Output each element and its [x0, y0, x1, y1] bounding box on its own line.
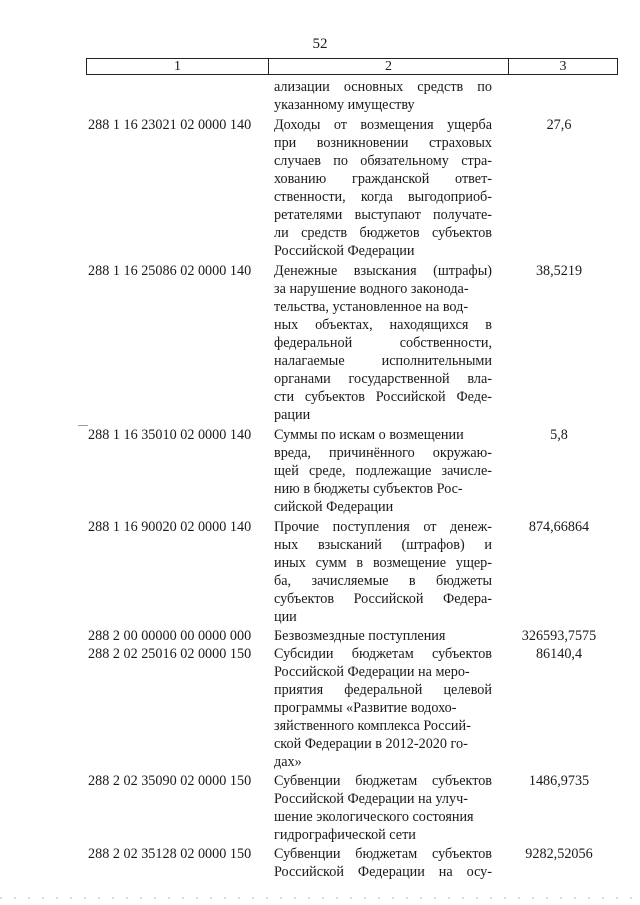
- description-line: иных сумм в возмещение ущер-: [274, 555, 492, 571]
- description-line: шение экологического состояния: [274, 809, 474, 825]
- row-description: [274, 518, 492, 626]
- description-line: органами государственной вла-: [274, 371, 492, 387]
- column-header-code: 1: [87, 59, 269, 74]
- row-description: [274, 645, 492, 771]
- row-code: 288 1 16 90020 02 0000 140: [88, 519, 252, 535]
- table-body: [0, 78, 640, 881]
- description-line: Российской Федерации на улуч-: [274, 791, 468, 807]
- row-description: [274, 262, 492, 424]
- description-line: указанному имуществу: [274, 97, 415, 113]
- row-code: 288 2 02 25016 02 0000 150: [88, 646, 252, 662]
- row-amount: 326593,7575: [521, 628, 597, 644]
- description-line: Субвенции бюджетам субъектов: [274, 846, 492, 862]
- table-row-continuation: [0, 78, 640, 114]
- table-row: [0, 645, 640, 771]
- table-row: [0, 426, 640, 516]
- description-line: Прочие поступления от денеж-: [274, 519, 492, 535]
- description-line: ственности, когда выгодоприоб-: [274, 189, 492, 205]
- description-line: ба, зачисляемые в бюджеты: [274, 573, 492, 589]
- description-line: налагаемые исполнительными: [274, 353, 492, 369]
- table-row: [0, 116, 640, 260]
- row-code: 288 2 00 00000 00 0000 000: [88, 628, 252, 644]
- description-line: Доходы от возмещения ущерба: [274, 117, 492, 133]
- description-line: дах»: [274, 754, 302, 770]
- row-code: 288 1 16 25086 02 0000 140: [88, 263, 252, 279]
- description-line: Безвозмездные поступления: [274, 628, 446, 644]
- description-line: ных объектах, находящихся в: [274, 317, 492, 333]
- description-line: сийской Федерации: [274, 499, 394, 515]
- description-line: Российской Федерации: [274, 243, 415, 259]
- row-amount: 1486,9735: [528, 773, 590, 789]
- description-line: ных взысканий (штрафов) и: [274, 537, 492, 553]
- table-row: [0, 845, 640, 881]
- description-line: рации: [274, 407, 311, 423]
- row-amount: 874,66864: [528, 519, 590, 535]
- description-line: субъектов Российской Федера-: [274, 591, 492, 607]
- row-code: 288 2 02 35128 02 0000 150: [88, 846, 252, 862]
- description-line: Российской Федерации на осу-: [274, 864, 492, 880]
- description-line: Денежные взыскания (штрафы): [274, 263, 492, 279]
- row-amount: 86140,4: [535, 646, 583, 662]
- description-line: ли средств бюджетов субъектов: [274, 225, 492, 241]
- description-line: ретателями выступают получате-: [274, 207, 492, 223]
- row-amount: 9282,52056: [525, 846, 593, 862]
- row-code: 288 1 16 35010 02 0000 140: [88, 427, 252, 443]
- scan-noise: [0, 897, 640, 899]
- scan-mark: [78, 425, 88, 426]
- description-line: хованию гражданской ответ-: [274, 171, 492, 187]
- row-description: [274, 426, 492, 516]
- page-number: 52: [312, 36, 328, 52]
- row-amount: 38,5219: [535, 263, 583, 279]
- description-line: нию в бюджеты субъектов Рос-: [274, 481, 463, 497]
- description-line: тельства, установленное на вод-: [274, 299, 469, 315]
- description-line: гидрографической сети: [274, 827, 416, 843]
- row-description: [274, 627, 492, 645]
- row-code: 288 1 16 23021 02 0000 140: [88, 117, 252, 133]
- description-line: приятия федеральной целевой: [274, 682, 492, 698]
- description-line: ализации основных средств по: [274, 79, 492, 95]
- row-description: [274, 116, 492, 260]
- description-line: ции: [274, 609, 297, 625]
- row-amount: 5,8: [550, 427, 568, 443]
- column-header-amount: 3: [559, 59, 567, 74]
- description-line: программы «Развитие водохо-: [274, 700, 457, 716]
- table-row: [0, 627, 640, 645]
- table-header: [86, 58, 618, 75]
- description-line: зяйственного комплекса Россий-: [274, 718, 471, 734]
- description-line: Субвенции бюджетам субъектов: [274, 773, 492, 789]
- description-line: Российской Федерации на меро-: [274, 664, 470, 680]
- description-line: ской Федерации в 2012-2020 го-: [274, 736, 468, 752]
- description-line: Субсидии бюджетам субъектов: [274, 646, 492, 662]
- description-line: Суммы по искам о возмещении: [274, 427, 464, 443]
- column-header-description: 2: [269, 59, 509, 74]
- table-row: [0, 518, 640, 626]
- row-description: [274, 772, 492, 844]
- table-row: [0, 262, 640, 424]
- row-description: [274, 78, 492, 114]
- description-line: при возникновении страховых: [274, 135, 492, 151]
- description-line: случаев по обязательному стра-: [274, 153, 492, 169]
- row-code: 288 2 02 35090 02 0000 150: [88, 773, 252, 789]
- description-line: сти субъектов Российской Феде-: [274, 389, 492, 405]
- description-line: щей среде, подлежащие зачисле-: [274, 463, 492, 479]
- row-description: [274, 845, 492, 881]
- description-line: за нарушение водного законода-: [274, 281, 469, 297]
- row-amount: 27,6: [546, 117, 572, 133]
- table-row: [0, 772, 640, 844]
- description-line: вреда, причинённого окружаю-: [274, 445, 492, 461]
- description-line: федеральной собственности,: [274, 335, 492, 351]
